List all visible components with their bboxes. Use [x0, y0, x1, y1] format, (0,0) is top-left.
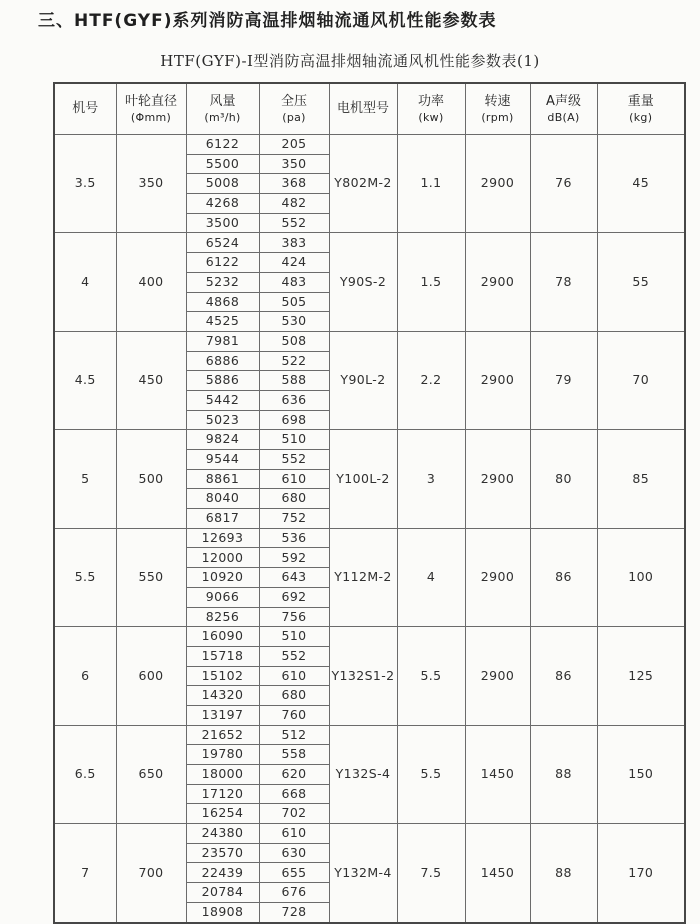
cell-air-volume: 18908 — [186, 902, 259, 922]
cell-impeller-diameter: 700 — [116, 824, 186, 923]
header-speed — [465, 83, 530, 135]
cell-total-pressure: 702 — [259, 804, 329, 824]
table-header-row — [54, 83, 685, 135]
cell-total-pressure: 610 — [259, 469, 329, 489]
cell-impeller-diameter: 650 — [116, 725, 186, 823]
cell-total-pressure: 505 — [259, 292, 329, 312]
cell-speed: 1450 — [465, 725, 530, 823]
header-air-volume — [186, 83, 259, 135]
cell-total-pressure: 636 — [259, 390, 329, 410]
cell-total-pressure: 692 — [259, 587, 329, 607]
table-subtitle: HTF(GYF)-I型消防高温排烟轴流通风机性能参数表(1) — [160, 52, 540, 70]
table-row — [54, 725, 685, 745]
cell-total-pressure: 530 — [259, 312, 329, 332]
cell-model-no: 4.5 — [54, 331, 116, 429]
cell-weight: 45 — [597, 135, 685, 233]
cell-motor-model: Y132M-4 — [329, 824, 397, 923]
cell-weight: 125 — [597, 627, 685, 725]
cell-model-no: 4 — [54, 233, 116, 331]
cell-air-volume: 6886 — [186, 351, 259, 371]
header-total-pressure — [259, 83, 329, 135]
cell-noise-level: 76 — [530, 135, 597, 233]
cell-total-pressure: 510 — [259, 430, 329, 450]
cell-speed: 2900 — [465, 135, 530, 233]
cell-air-volume: 8256 — [186, 607, 259, 627]
header-motor-model — [329, 83, 397, 135]
cell-impeller-diameter: 450 — [116, 331, 186, 429]
cell-motor-model: Y132S-4 — [329, 725, 397, 823]
cell-total-pressure: 552 — [259, 646, 329, 666]
header-weight — [597, 83, 685, 135]
cell-air-volume: 9066 — [186, 587, 259, 607]
cell-model-no: 5 — [54, 430, 116, 528]
header-unit: (rpm) — [481, 110, 514, 124]
cell-air-volume: 15718 — [186, 646, 259, 666]
cell-weight: 85 — [597, 430, 685, 528]
cell-air-volume: 18000 — [186, 765, 259, 785]
cell-total-pressure: 368 — [259, 174, 329, 194]
table-row — [54, 233, 685, 253]
cell-noise-level: 80 — [530, 430, 597, 528]
cell-total-pressure: 698 — [259, 410, 329, 430]
header-label: 电机型号 — [336, 100, 389, 116]
cell-air-volume: 6817 — [186, 509, 259, 529]
cell-air-volume: 9824 — [186, 430, 259, 450]
cell-air-volume: 5023 — [186, 410, 259, 430]
cell-total-pressure: 383 — [259, 233, 329, 253]
cell-air-volume: 4268 — [186, 194, 259, 214]
cell-air-volume: 16090 — [186, 627, 259, 647]
cell-total-pressure: 508 — [259, 331, 329, 351]
header-label: A声级 — [546, 94, 581, 110]
cell-weight: 55 — [597, 233, 685, 331]
cell-power: 5.5 — [397, 725, 465, 823]
cell-speed: 2900 — [465, 627, 530, 725]
cell-weight: 70 — [597, 331, 685, 429]
cell-motor-model: Y90S-2 — [329, 233, 397, 331]
cell-total-pressure: 205 — [259, 135, 329, 155]
cell-weight: 100 — [597, 528, 685, 626]
cell-total-pressure: 620 — [259, 765, 329, 785]
cell-motor-model: Y132S1-2 — [329, 627, 397, 725]
cell-power: 1.5 — [397, 233, 465, 331]
cell-motor-model: Y802M-2 — [329, 135, 397, 233]
header-label: 全压 — [280, 94, 307, 110]
cell-total-pressure: 592 — [259, 548, 329, 568]
cell-noise-level: 88 — [530, 824, 597, 923]
cell-air-volume: 13197 — [186, 705, 259, 725]
cell-speed: 2900 — [465, 528, 530, 626]
cell-air-volume: 22439 — [186, 863, 259, 883]
header-label: 转速 — [484, 94, 511, 110]
cell-air-volume: 23570 — [186, 843, 259, 863]
header-unit: (m³/h) — [204, 110, 241, 124]
cell-noise-level: 88 — [530, 725, 597, 823]
cell-power: 5.5 — [397, 627, 465, 725]
cell-air-volume: 5886 — [186, 371, 259, 391]
header-noise-level — [530, 83, 597, 135]
cell-motor-model: Y112M-2 — [329, 528, 397, 626]
cell-total-pressure: 756 — [259, 607, 329, 627]
cell-total-pressure: 668 — [259, 784, 329, 804]
cell-total-pressure: 752 — [259, 509, 329, 529]
cell-speed: 2900 — [465, 430, 530, 528]
cell-total-pressure: 680 — [259, 686, 329, 706]
cell-total-pressure: 630 — [259, 843, 329, 863]
cell-weight: 170 — [597, 824, 685, 923]
cell-total-pressure: 552 — [259, 213, 329, 233]
cell-air-volume: 15102 — [186, 666, 259, 686]
table-row — [54, 824, 685, 844]
cell-model-no: 5.5 — [54, 528, 116, 626]
cell-air-volume: 16254 — [186, 804, 259, 824]
performance-table — [53, 82, 686, 924]
page-title: 三、HTF(GYF)系列消防高温排烟轴流通风机性能参数表 — [38, 11, 497, 31]
cell-impeller-diameter: 550 — [116, 528, 186, 626]
cell-noise-level: 78 — [530, 233, 597, 331]
cell-total-pressure: 483 — [259, 272, 329, 292]
table-row — [54, 627, 685, 647]
cell-weight: 150 — [597, 725, 685, 823]
table-row — [54, 528, 685, 548]
cell-total-pressure: 424 — [259, 253, 329, 273]
cell-model-no: 7 — [54, 824, 116, 923]
cell-power: 7.5 — [397, 824, 465, 923]
header-label: 风量 — [209, 94, 236, 110]
cell-total-pressure: 536 — [259, 528, 329, 548]
header-label: 重量 — [627, 94, 654, 110]
cell-air-volume: 5008 — [186, 174, 259, 194]
cell-impeller-diameter: 400 — [116, 233, 186, 331]
cell-power: 2.2 — [397, 331, 465, 429]
cell-air-volume: 6122 — [186, 135, 259, 155]
header-impeller-diameter — [116, 83, 186, 135]
cell-impeller-diameter: 600 — [116, 627, 186, 725]
cell-total-pressure: 350 — [259, 154, 329, 174]
cell-impeller-diameter: 500 — [116, 430, 186, 528]
cell-total-pressure: 510 — [259, 627, 329, 647]
cell-air-volume: 3500 — [186, 213, 259, 233]
cell-model-no: 6 — [54, 627, 116, 725]
table-row — [54, 331, 685, 351]
cell-air-volume: 12693 — [186, 528, 259, 548]
cell-total-pressure: 643 — [259, 568, 329, 588]
cell-total-pressure: 680 — [259, 489, 329, 509]
cell-total-pressure: 588 — [259, 371, 329, 391]
table-row — [54, 135, 685, 155]
cell-air-volume: 7981 — [186, 331, 259, 351]
header-power — [397, 83, 465, 135]
cell-speed: 2900 — [465, 233, 530, 331]
cell-motor-model: Y90L-2 — [329, 331, 397, 429]
cell-total-pressure: 512 — [259, 725, 329, 745]
cell-model-no: 6.5 — [54, 725, 116, 823]
cell-total-pressure: 676 — [259, 883, 329, 903]
cell-total-pressure: 728 — [259, 902, 329, 922]
cell-air-volume: 21652 — [186, 725, 259, 745]
cell-air-volume: 9544 — [186, 450, 259, 470]
header-unit: (Φmm) — [130, 110, 172, 124]
cell-air-volume: 24380 — [186, 824, 259, 844]
cell-air-volume: 12000 — [186, 548, 259, 568]
header-label: 功率 — [417, 94, 444, 110]
cell-air-volume: 5232 — [186, 272, 259, 292]
cell-air-volume: 8861 — [186, 469, 259, 489]
cell-total-pressure: 760 — [259, 705, 329, 725]
cell-air-volume: 6524 — [186, 233, 259, 253]
cell-speed: 2900 — [465, 331, 530, 429]
cell-air-volume: 17120 — [186, 784, 259, 804]
cell-total-pressure: 655 — [259, 863, 329, 883]
cell-air-volume: 8040 — [186, 489, 259, 509]
cell-power: 3 — [397, 430, 465, 528]
cell-motor-model: Y100L-2 — [329, 430, 397, 528]
cell-total-pressure: 558 — [259, 745, 329, 765]
cell-air-volume: 10920 — [186, 568, 259, 588]
cell-air-volume: 4868 — [186, 292, 259, 312]
cell-noise-level: 86 — [530, 528, 597, 626]
header-model-no — [54, 83, 116, 135]
header-unit: (kw) — [418, 110, 444, 124]
cell-air-volume: 5500 — [186, 154, 259, 174]
cell-air-volume: 6122 — [186, 253, 259, 273]
cell-air-volume: 19780 — [186, 745, 259, 765]
cell-power: 4 — [397, 528, 465, 626]
cell-total-pressure: 522 — [259, 351, 329, 371]
header-label: 机号 — [72, 100, 99, 116]
cell-total-pressure: 482 — [259, 194, 329, 214]
header-unit: dB(A) — [547, 110, 580, 124]
cell-air-volume: 4525 — [186, 312, 259, 332]
cell-power: 1.1 — [397, 135, 465, 233]
cell-total-pressure: 552 — [259, 450, 329, 470]
cell-total-pressure: 610 — [259, 824, 329, 844]
cell-total-pressure: 610 — [259, 666, 329, 686]
table-body — [54, 135, 685, 923]
cell-speed: 1450 — [465, 824, 530, 923]
cell-air-volume: 14320 — [186, 686, 259, 706]
cell-noise-level: 79 — [530, 331, 597, 429]
cell-impeller-diameter: 350 — [116, 135, 186, 233]
cell-air-volume: 20784 — [186, 883, 259, 903]
header-label: 叶轮直径 — [124, 94, 177, 110]
cell-air-volume: 5442 — [186, 390, 259, 410]
header-unit: (kg) — [629, 110, 653, 124]
cell-noise-level: 86 — [530, 627, 597, 725]
cell-model-no: 3.5 — [54, 135, 116, 233]
table-row — [54, 430, 685, 450]
header-unit: (pa) — [282, 110, 306, 124]
